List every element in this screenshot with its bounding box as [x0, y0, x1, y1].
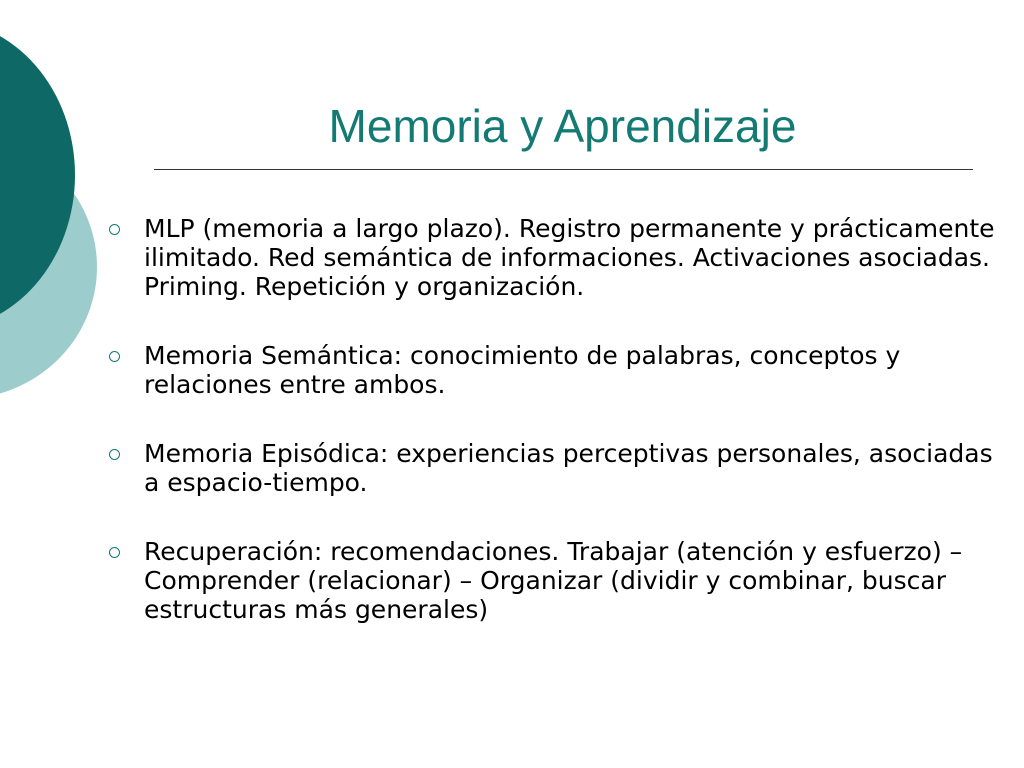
- bullet-text: Memoria Semántica: conocimiento de palabras, conceptos y relaciones entre ambos.: [144, 341, 901, 399]
- hollow-circle-bullet-icon: [109, 547, 120, 558]
- bullet-list: [100, 214, 1000, 664]
- bullet-text: Recuperación: recomendaciones. Trabajar (atención y esfuerzo) – Comprender (relacionar) – Organizar (dividir y combinar, buscar estructuras más generales): [144, 537, 963, 624]
- slide-title: Memoria y Aprendizaje: [328, 100, 797, 152]
- hollow-circle-bullet-icon: [109, 449, 120, 460]
- hollow-circle-bullet-icon: [109, 351, 120, 362]
- bullet-item: [100, 341, 1000, 399]
- bullet-item: [100, 214, 1000, 301]
- hollow-circle-bullet-icon: [109, 224, 120, 235]
- bullet-item: [100, 439, 1000, 497]
- bullet-text: Memoria Episódica: experiencias perceptivas personales, asociadas a espacio-tiempo.: [144, 439, 993, 497]
- title-divider: [154, 169, 973, 170]
- bullet-text: MLP (memoria a largo plazo). Registro permanente y prácticamente ilimitado. Red semántica de informaciones. Activaciones asociadas. Priming. Repetición y organización.: [144, 214, 995, 301]
- bullet-item: [100, 537, 1000, 624]
